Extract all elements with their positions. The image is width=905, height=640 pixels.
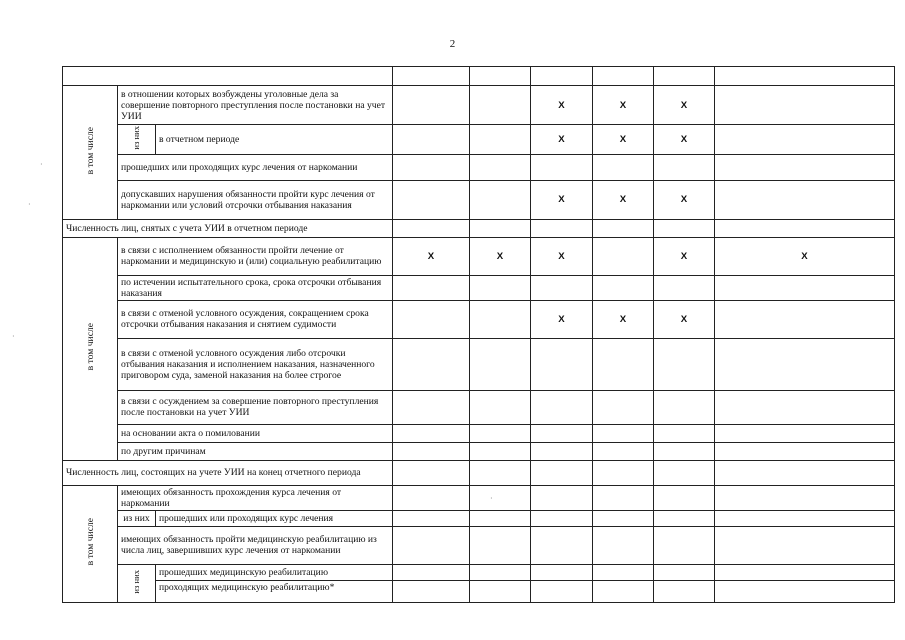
empty-cell [531,67,593,86]
row-label: в связи с отменой условного осуждения, сокращением срока отсрочки отбывания наказания и снятием судимости [118,300,393,338]
value-cell [393,424,470,442]
value-cell [715,510,895,526]
table-row [63,180,895,219]
value-cell [654,154,715,180]
sub-group-label-cell [118,564,156,602]
value-cell [393,564,470,580]
mark-cell: X [531,180,593,219]
value-cell [654,510,715,526]
row-label: прошедших или проходящих курс лечения [156,510,393,526]
scan-speck: · [28,200,31,209]
table-row [63,67,895,86]
value-cell [470,526,531,564]
mark-cell: X [531,125,593,155]
value-cell [470,125,531,155]
value-cell [470,154,531,180]
value-cell [593,237,654,275]
row-label: допускавших нарушения обязанности пройти курс лечения от наркомании или условий отсрочки отбывания наказания [118,180,393,219]
value-cell [654,219,715,237]
value-cell [470,300,531,338]
value-cell [654,338,715,390]
table-row [63,338,895,390]
value-cell [393,125,470,155]
empty-cell [393,67,470,86]
row-label: по истечении испытательного срока, срока отсрочки отбывания наказания [118,275,393,300]
group-label-cell [63,485,118,602]
value-cell [531,510,593,526]
mark-cell: X [593,86,654,125]
value-cell [531,154,593,180]
mark-cell: X [593,125,654,155]
table-row [63,125,895,155]
value-cell [715,125,895,155]
value-cell [470,219,531,237]
mark-cell: X [715,237,895,275]
value-cell [470,338,531,390]
value-cell [654,442,715,460]
empty-cell [593,67,654,86]
value-cell [715,86,895,125]
empty-cell [715,67,895,86]
value-cell [593,338,654,390]
value-cell [470,424,531,442]
table-row [63,390,895,424]
table-row [63,275,895,300]
value-cell [715,424,895,442]
value-cell [593,460,654,485]
value-cell [393,300,470,338]
sub-group-label: из них [118,510,156,526]
value-cell [470,564,531,580]
value-cell [654,390,715,424]
table-row [63,300,895,338]
mark-cell: X [593,180,654,219]
scan-speck: · [40,160,43,169]
value-cell [593,580,654,602]
value-cell [470,442,531,460]
value-cell [593,564,654,580]
table-row [63,460,895,485]
value-cell [470,580,531,602]
empty-cell [470,67,531,86]
value-cell [393,390,470,424]
empty-cell [654,67,715,86]
value-cell [715,390,895,424]
value-cell [715,526,895,564]
section-label: Численность лиц, снятых с учета УИИ в отчетном периоде [63,219,393,237]
value-cell [393,580,470,602]
table-row [63,564,895,580]
group-label-cell [63,237,118,460]
row-label: в отношении которых возбуждены уголовные дела за совершение повторного преступления после постановки на учет УИИ [118,86,393,125]
value-cell [654,526,715,564]
value-cell [393,180,470,219]
empty-cell [63,67,393,86]
table-row [63,424,895,442]
mark-cell: X [654,237,715,275]
value-cell [593,219,654,237]
row-label: в связи с исполнением обязанности пройти лечение от наркомании и медицинскую и (или) социальную реабилитацию [118,237,393,275]
sub-group-label: из них [131,126,141,150]
value-cell [470,485,531,510]
mark-cell: X [531,237,593,275]
value-cell [393,510,470,526]
mark-cell: X [470,237,531,275]
value-cell [715,442,895,460]
value-cell [531,580,593,602]
value-cell [715,338,895,390]
table-row [63,154,895,180]
value-cell [531,338,593,390]
value-cell [715,180,895,219]
row-label: прошедших медицинскую реабилитацию [156,564,393,580]
mark-cell: X [654,125,715,155]
value-cell [715,275,895,300]
value-cell [715,460,895,485]
mark-cell: X [593,300,654,338]
value-cell [470,275,531,300]
row-label: проходящих медицинскую реабилитацию* [156,580,393,602]
value-cell [593,424,654,442]
table-row [63,485,895,510]
table-row [63,86,895,125]
page-number: 2 [449,38,456,50]
value-cell [654,485,715,510]
value-cell [715,580,895,602]
sub-group-label: из них [131,569,141,594]
value-cell [531,390,593,424]
value-cell [715,154,895,180]
table-row [63,580,895,602]
value-cell [593,154,654,180]
value-cell [531,526,593,564]
mark-cell: X [393,237,470,275]
report-form-table [62,66,895,603]
row-label: в связи с осуждением за совершение повторного преступления после постановки на учет УИИ [118,390,393,424]
value-cell [531,485,593,510]
value-cell [393,485,470,510]
value-cell [593,275,654,300]
value-cell [393,442,470,460]
value-cell [654,580,715,602]
value-cell [531,564,593,580]
value-cell [593,485,654,510]
value-cell [593,442,654,460]
value-cell [715,564,895,580]
group-label: в том числе [84,518,96,566]
value-cell [531,442,593,460]
row-label: по другим причинам [118,442,393,460]
value-cell [393,526,470,564]
value-cell [593,390,654,424]
mark-cell: X [654,180,715,219]
table-row [63,219,895,237]
row-label: на основании акта о помиловании [118,424,393,442]
table-row [63,237,895,275]
value-cell [470,390,531,424]
value-cell [593,526,654,564]
mark-cell: X [531,300,593,338]
table-row [63,510,895,526]
value-cell [393,86,470,125]
value-cell [470,460,531,485]
mark-cell: X [654,86,715,125]
value-cell [470,180,531,219]
sub-group-label-cell [118,125,156,155]
scan-speck: · [12,332,15,341]
value-cell [654,424,715,442]
value-cell [393,154,470,180]
value-cell [393,275,470,300]
section-label: Численность лиц, состоящих на учете УИИ на конец отчетного периода [63,460,393,485]
value-cell [654,564,715,580]
group-label: в том числе [84,323,96,371]
value-cell [715,219,895,237]
value-cell [654,460,715,485]
value-cell [393,460,470,485]
value-cell [531,460,593,485]
value-cell [593,510,654,526]
group-label-cell [63,86,118,220]
group-label: в том числе [84,127,96,175]
scan-speck: · [490,494,493,503]
value-cell [531,275,593,300]
row-label: в связи с отменой условного осуждения либо отсрочки отбывания наказания и исполнением наказания, назначенного приговором суда, заменой наказания на более строгое [118,338,393,390]
table-row [63,442,895,460]
value-cell [470,86,531,125]
mark-cell: X [654,300,715,338]
value-cell [393,338,470,390]
value-cell [393,219,470,237]
value-cell [531,219,593,237]
value-cell [654,275,715,300]
value-cell [470,510,531,526]
mark-cell: X [531,86,593,125]
row-label: имеющих обязанность прохождения курса лечения от наркомании [118,485,393,510]
table-row [63,526,895,564]
value-cell [715,485,895,510]
value-cell [715,300,895,338]
value-cell [531,424,593,442]
row-label: прошедших или проходящих курс лечения от наркомании [118,154,393,180]
row-label: в отчетном периоде [156,125,393,155]
row-label: имеющих обязанность пройти медицинскую реабилитацию из числа лиц, завершивших курс лечения от наркомании [118,526,393,564]
